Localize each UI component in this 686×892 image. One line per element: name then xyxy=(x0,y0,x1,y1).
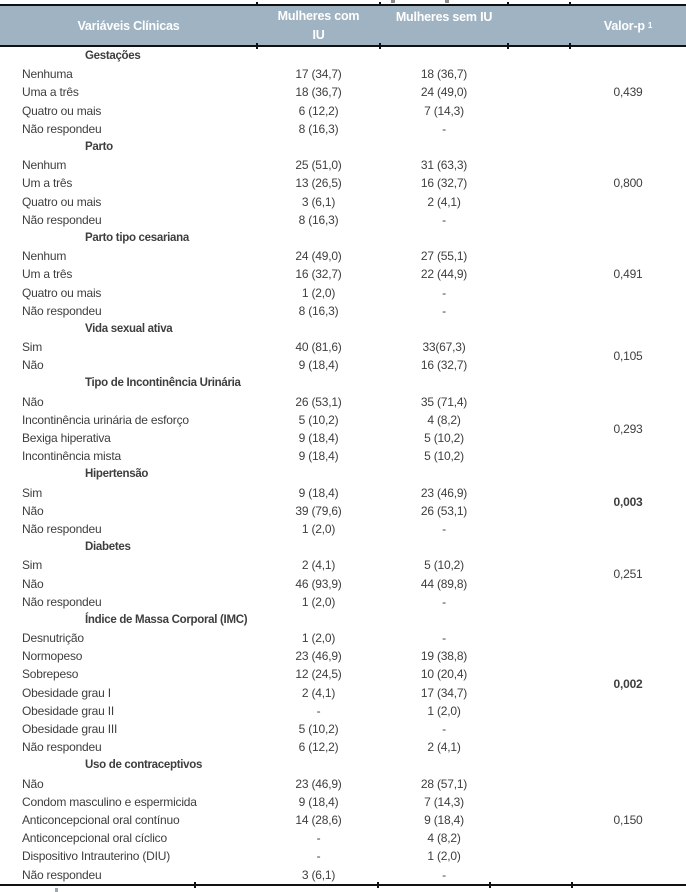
p-value: 0,800 xyxy=(613,176,643,191)
section-title: Diabetes xyxy=(85,541,131,554)
header-without-iu-label: Mulheres sem IU xyxy=(395,10,493,24)
header-cell-variables xyxy=(0,6,257,45)
row-label: Quatro ou mais xyxy=(22,103,102,118)
table-row xyxy=(0,793,686,811)
value-without-iu: 7 (14,3) xyxy=(424,794,464,809)
row-label: Anticoncepcional oral cíclico xyxy=(22,831,167,846)
column-boundary-tick xyxy=(489,882,491,888)
row-label: Bexiga hiperativa xyxy=(22,431,111,446)
table-header-row xyxy=(0,6,686,45)
column-boundary-tick xyxy=(571,882,573,888)
table-row xyxy=(0,520,686,538)
value-with-iu: 1 (2,0) xyxy=(301,594,336,609)
table-section xyxy=(0,47,686,138)
row-label: Não respondeu xyxy=(22,521,102,536)
value-without-iu: 5 (10,2) xyxy=(424,558,464,573)
header-cell-pvalue xyxy=(508,6,686,45)
value-with-iu: 8 (16,3) xyxy=(298,303,339,318)
value-with-iu: 1 (2,0) xyxy=(301,631,336,646)
value-with-iu: 9 (18,4) xyxy=(298,358,339,373)
table-row xyxy=(0,283,686,301)
section-title-row xyxy=(0,47,686,65)
value-without-iu: 19 (38,8) xyxy=(420,649,468,664)
value-with-iu: 3 (6,1) xyxy=(301,867,336,882)
value-with-iu: 9 (18,4) xyxy=(298,449,339,464)
value-without-iu: - xyxy=(442,285,446,300)
row-label: Um a três xyxy=(22,176,73,191)
value-with-iu: 5 (10,2) xyxy=(298,722,339,737)
value-with-iu: 13 (26,5) xyxy=(295,176,342,191)
value-with-iu: 3 (6,1) xyxy=(301,194,336,209)
row-label: Normopeso xyxy=(22,649,83,664)
p-value: 0,002 xyxy=(613,676,643,691)
table-row xyxy=(0,247,686,265)
row-label: Incontinência mista xyxy=(22,449,121,464)
value-without-iu: - xyxy=(442,303,446,318)
section-title: Vida sexual ativa xyxy=(85,322,173,335)
row-label: Não xyxy=(22,358,44,373)
header-cell-with-iu xyxy=(257,6,380,45)
value-with-iu: 6 (12,2) xyxy=(298,740,339,755)
table-section xyxy=(0,465,686,538)
value-without-iu: 1 (2,0) xyxy=(427,703,461,718)
value-without-iu: 4 (8,2) xyxy=(427,412,461,427)
row-label: Não respondeu xyxy=(22,594,102,609)
row-label: Dispositivo Intrauterino (DIU) xyxy=(22,849,171,864)
table-row xyxy=(0,302,686,320)
value-with-iu: 9 (18,4) xyxy=(298,794,339,809)
section-title: Uso de contraceptivos xyxy=(85,759,203,772)
row-label: Não respondeu xyxy=(22,867,102,882)
row-label: Não xyxy=(22,776,44,791)
row-label: Sim xyxy=(22,558,43,573)
value-without-iu: - xyxy=(442,212,446,227)
table-section xyxy=(0,229,686,320)
table-row xyxy=(0,647,686,665)
value-without-iu: 5 (10,2) xyxy=(424,431,464,446)
value-with-iu: 17 (34,7) xyxy=(295,67,342,82)
value-with-iu: 1 (2,0) xyxy=(301,285,336,300)
row-label: Não respondeu xyxy=(22,121,102,136)
value-with-iu: 2 (4,1) xyxy=(301,558,336,573)
row-label: Nenhum xyxy=(22,158,67,173)
value-with-iu: 46 (93,9) xyxy=(295,576,342,591)
table-section xyxy=(0,756,686,883)
table-row xyxy=(0,775,686,793)
value-with-iu: 1 (2,0) xyxy=(301,521,336,536)
table-row xyxy=(0,702,686,720)
row-label: Condom masculino e espermicida xyxy=(22,794,197,809)
table-row xyxy=(0,193,686,211)
header-with-iu-label: Mulheres com IU xyxy=(277,9,360,42)
value-with-iu: 18 (36,7) xyxy=(295,85,342,100)
row-label: Não xyxy=(22,394,44,409)
row-label: Quatro ou mais xyxy=(22,285,102,300)
table-row xyxy=(0,211,686,229)
table-section xyxy=(0,374,686,465)
section-title: Hipertensão xyxy=(85,468,149,481)
row-label: Anticoncepcional oral contínuo xyxy=(22,812,180,827)
value-without-iu: 23 (46,9) xyxy=(420,485,468,500)
cropped-text-artifact xyxy=(391,0,395,3)
row-label: Um a três xyxy=(22,267,73,282)
value-without-iu: 22 (44,9) xyxy=(420,267,468,282)
row-label: Não respondeu xyxy=(22,740,102,755)
value-without-iu: 26 (53,1) xyxy=(420,503,468,518)
value-with-iu: 9 (18,4) xyxy=(298,485,339,500)
cropped-footnote-artifact xyxy=(55,888,58,892)
table-section xyxy=(0,611,686,757)
value-without-iu: 44 (89,8) xyxy=(420,576,468,591)
p-value: 0,003 xyxy=(613,494,643,509)
value-without-iu: 7 (14,3) xyxy=(424,103,464,118)
value-without-iu: 16 (32,7) xyxy=(420,358,468,373)
table-section xyxy=(0,138,686,229)
p-value: 0,439 xyxy=(613,85,643,100)
value-without-iu: - xyxy=(442,594,446,609)
value-with-iu: 23 (46,9) xyxy=(295,649,342,664)
value-with-iu: 23 (46,9) xyxy=(295,776,342,791)
pvalue-footnote-superscript: 1 xyxy=(647,20,653,30)
p-value: 0,293 xyxy=(613,421,643,436)
row-label: Obesidade grau I xyxy=(22,685,111,700)
value-with-iu: 8 (16,3) xyxy=(298,121,339,136)
p-value: 0,150 xyxy=(613,812,643,827)
p-value: 0,105 xyxy=(613,349,643,364)
section-title-row xyxy=(0,229,686,247)
section-title-row xyxy=(0,756,686,774)
table-row xyxy=(0,738,686,756)
value-without-iu: 17 (34,7) xyxy=(420,685,468,700)
value-without-iu: 24 (49,0) xyxy=(420,85,468,100)
table-row xyxy=(0,829,686,847)
row-label: Incontinência urinária de esforço xyxy=(22,412,189,427)
value-with-iu: 2 (4,1) xyxy=(301,685,336,700)
value-without-iu: 27 (55,1) xyxy=(420,249,468,264)
table-row xyxy=(0,593,686,611)
p-value: 0,251 xyxy=(613,567,643,582)
section-title: Tipo de Incontinência Urinária xyxy=(85,377,241,390)
value-with-iu: 39 (79,6) xyxy=(295,503,342,518)
row-label: Obesidade grau II xyxy=(22,703,114,718)
value-without-iu: - xyxy=(442,521,446,536)
header-pvalue-label: Valor-p xyxy=(603,18,645,33)
value-without-iu: 9 (18,4) xyxy=(424,812,464,827)
value-with-iu: 25 (51,0) xyxy=(295,158,342,173)
value-without-iu: 31 (63,3) xyxy=(420,158,468,173)
table-section xyxy=(0,320,686,375)
column-boundary-tick xyxy=(377,882,379,888)
value-without-iu: 5 (10,2) xyxy=(424,449,464,464)
table-row xyxy=(0,447,686,465)
table-row xyxy=(0,847,686,865)
section-title-row xyxy=(0,374,686,392)
section-title-row xyxy=(0,611,686,629)
row-label: Não respondeu xyxy=(22,303,102,318)
table-row xyxy=(0,65,686,83)
section-title: Parto tipo cesariana xyxy=(85,231,189,244)
row-label: Uma a três xyxy=(22,85,79,100)
table-row xyxy=(0,393,686,411)
value-with-iu: 14 (28,6) xyxy=(295,812,342,827)
section-title: Parto xyxy=(85,141,113,154)
section-title-row xyxy=(0,538,686,556)
row-label: Sim xyxy=(22,485,43,500)
section-title-row xyxy=(0,138,686,156)
value-without-iu: 1 (2,0) xyxy=(427,849,461,864)
table-row xyxy=(0,156,686,174)
value-without-iu: - xyxy=(442,121,446,136)
value-with-iu: - xyxy=(316,849,321,864)
value-with-iu: 5 (10,2) xyxy=(298,412,339,427)
value-with-iu: - xyxy=(316,831,321,846)
header-variables-label: Variáveis Clínicas xyxy=(77,18,180,33)
value-with-iu: 26 (53,1) xyxy=(295,394,342,409)
table-section xyxy=(0,538,686,611)
cropped-text-artifact xyxy=(445,0,449,3)
value-with-iu: 24 (49,0) xyxy=(295,249,342,264)
section-title-row xyxy=(0,320,686,338)
value-without-iu: 10 (20,4) xyxy=(420,667,468,682)
section-title: Gestações xyxy=(85,50,141,63)
row-label: Sobrepeso xyxy=(22,667,79,682)
column-boundary-tick xyxy=(194,882,196,888)
value-without-iu: 2 (4,1) xyxy=(427,194,461,209)
row-label: Desnutrição xyxy=(22,631,84,646)
value-with-iu: 12 (24,5) xyxy=(295,667,342,682)
table-row xyxy=(0,629,686,647)
value-with-iu: 6 (12,2) xyxy=(298,103,339,118)
row-label: Nenhuma xyxy=(22,67,73,82)
table-row xyxy=(0,120,686,138)
value-without-iu: 28 (57,1) xyxy=(420,776,468,791)
row-label: Não xyxy=(22,503,44,518)
table-row xyxy=(0,102,686,120)
table-row xyxy=(0,865,686,883)
section-title: Índice de Massa Corporal (IMC) xyxy=(85,613,248,626)
value-without-iu: - xyxy=(442,722,446,737)
table-bottom-rule xyxy=(0,884,686,886)
row-label: Não xyxy=(22,576,44,591)
value-without-iu: 35 (71,4) xyxy=(420,394,468,409)
header-cell-without-iu xyxy=(380,6,508,45)
value-without-iu: - xyxy=(442,631,446,646)
row-label: Nenhum xyxy=(22,249,67,264)
value-with-iu: 40 (81,6) xyxy=(295,340,342,355)
value-with-iu: - xyxy=(316,703,321,718)
value-without-iu: 18 (36,7) xyxy=(420,67,468,82)
value-without-iu: 16 (32,7) xyxy=(420,176,468,191)
value-without-iu: 33(67,3) xyxy=(422,340,466,355)
value-with-iu: 9 (18,4) xyxy=(298,431,339,446)
p-value: 0,491 xyxy=(613,267,643,282)
value-without-iu: 2 (4,1) xyxy=(427,740,461,755)
value-with-iu: 16 (32,7) xyxy=(295,267,342,282)
row-label: Quatro ou mais xyxy=(22,194,102,209)
value-with-iu: 8 (16,3) xyxy=(298,212,339,227)
table-row xyxy=(0,720,686,738)
row-label: Não respondeu xyxy=(22,212,102,227)
table-body xyxy=(0,47,686,884)
row-label: Obesidade grau III xyxy=(22,722,118,737)
row-label: Sim xyxy=(22,340,43,355)
section-title-row xyxy=(0,465,686,483)
value-without-iu: - xyxy=(442,867,446,882)
value-without-iu: 4 (8,2) xyxy=(427,831,461,846)
